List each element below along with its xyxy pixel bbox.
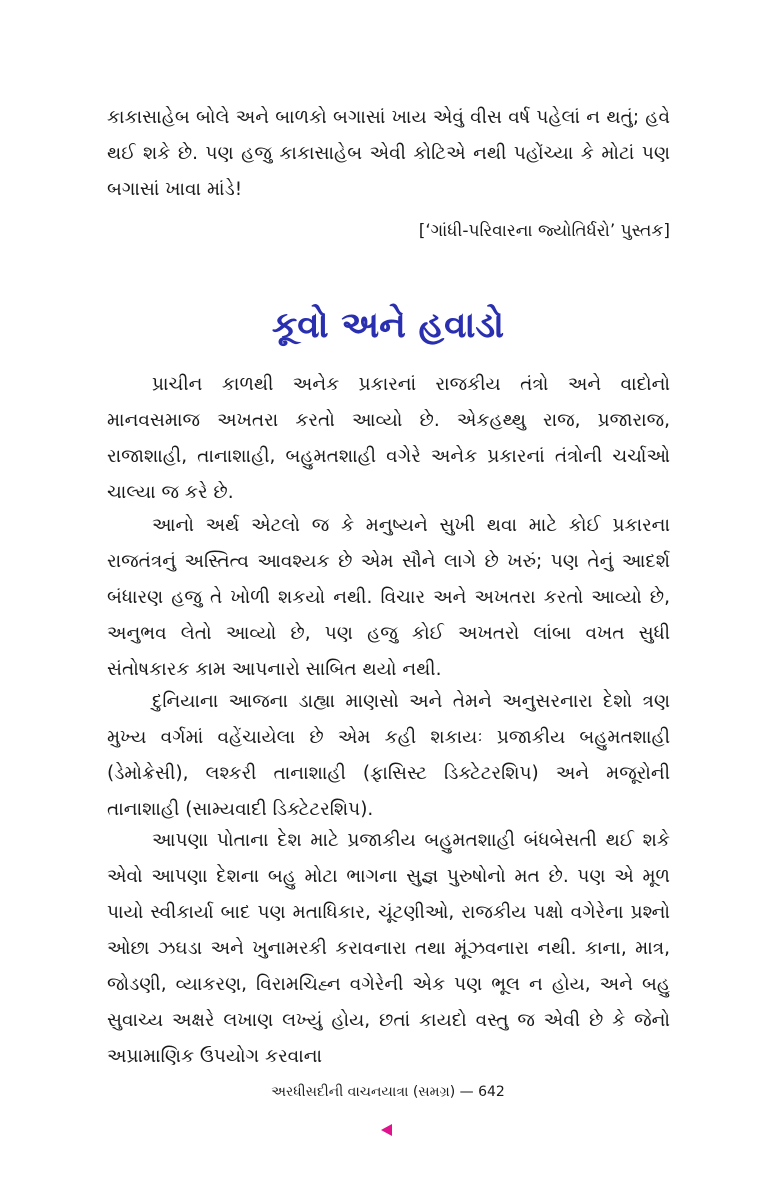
intro-block [107, 100, 670, 208]
body-paragraph-1: પ્રાચીન કાળથી અનેક પ્રકારનાં રાજકીય તંત્રો અને વાદોનો માનવસમાજ અખતરા કરતો આવ્યો છે. એકહથ્થુ રાજ, પ્રજારાજ, રાજાશાહી, તાનાશાહી, બહુમતશાહી વગેરે અનેક પ્રકારનાં તંત્રોની ચર્ચાઓ ચાલ્યા જ કરે છે. [107, 374, 670, 503]
body-paragraph-3: દુનિયાના આજના ડાહ્યા માણસો અને તેમને અનુસરનારા દેશો ત્રણ મુખ્ય વર્ગમાં વહેંચાયેલા છે એમ કહી શકાયઃ પ્રજાકીય બહુમતશાહી (ડેમોક્રેસી), લશ્કરી તાનાશાહી (ફાસિસ્ટ ડિક્ટેટરશિપ) અને મજૂરોની તાનાશાહી (સામ્યવાદી ડિક્ટેટરશિપ). [107, 691, 670, 820]
chapter-heading: કૂવો અને હવાડો [271, 305, 505, 346]
page-footer: અરધીસદીની વાચનયાત્રા (સમગ્ર) — 642 [271, 1084, 505, 1100]
body-paragraph-3-block [107, 684, 670, 828]
body-paragraph-4-block [107, 823, 670, 1075]
intro-paragraph: કાકાસાહેબ બોલે અને બાળકો બગાસાં ખાય એવું વીસ વર્ષ પહેલાં ન થતું; હવે થઈ શકે છે. પણ હજુ કાકાસાહેબ એવી કોટિએ નથી પહોંચ્યા કે મોટાં પણ બગાસાં ખાવા માંડે! [107, 107, 670, 200]
body-paragraph-2-block [107, 508, 670, 688]
body-paragraph-1-block [107, 367, 670, 511]
body-paragraph-4: આપણા પોતાના દેશ માટે પ્રજાકીય બહુમતશાહી બંધબેસતી થઈ શકે એવો આપણા દેશના બહુ મોટા ભાગના સુજ્ઞ પુરુષોનો મત છે. પણ એ મૂળ પાયો સ્વીકાર્યા બાદ પણ મતાધિકાર, ચૂંટણીઓ, રાજકીય પક્ષો વગેરેના પ્રશ્નો ઓછા ઝઘડા અને ખુનામરકી કરાવનારા તથા મૂંઝવનારા નથી. કાના, માત્ર, જોડણી, વ્યાકરણ, વિરામચિહ્ન વગેરેની એક પણ ભૂલ ન હોય, અને બહુ સુવાચ્ય અક્ષરે લખાણ લખ્યું હોય, છતાં કાયદો વસ્તુ જ એવી છે કે જેનો અપ્રામાણિક ઉપયોગ કરવાના [107, 830, 670, 1067]
previous-page-arrow-icon[interactable] [381, 1124, 392, 1136]
body-paragraph-2: આનો અર્થ એટલો જ કે મનુષ્યને સુખી થવા માટે કોઈ પ્રકારના રાજતંત્રનું અસ્તિત્વ આવશ્યક છે એમ સૌને લાગે છે ખરું; પણ તેનું આદર્શ બંધારણ હજુ તે ખોળી શકયો નથી. વિચાર અને અખતરા કરતો આવ્યો છે, અનુભવ લેતો આવ્યો છે, પણ હજુ કોઈ અખતરો લાંબા વખત સુધી સંતોષકારક કામ આપનારો સાબિત થયો નથી. [107, 515, 670, 680]
source-citation: [‘ગાંધી-પરિવારના જ્યોતિર્ધરો’ પુસ્તક] [418, 221, 670, 241]
